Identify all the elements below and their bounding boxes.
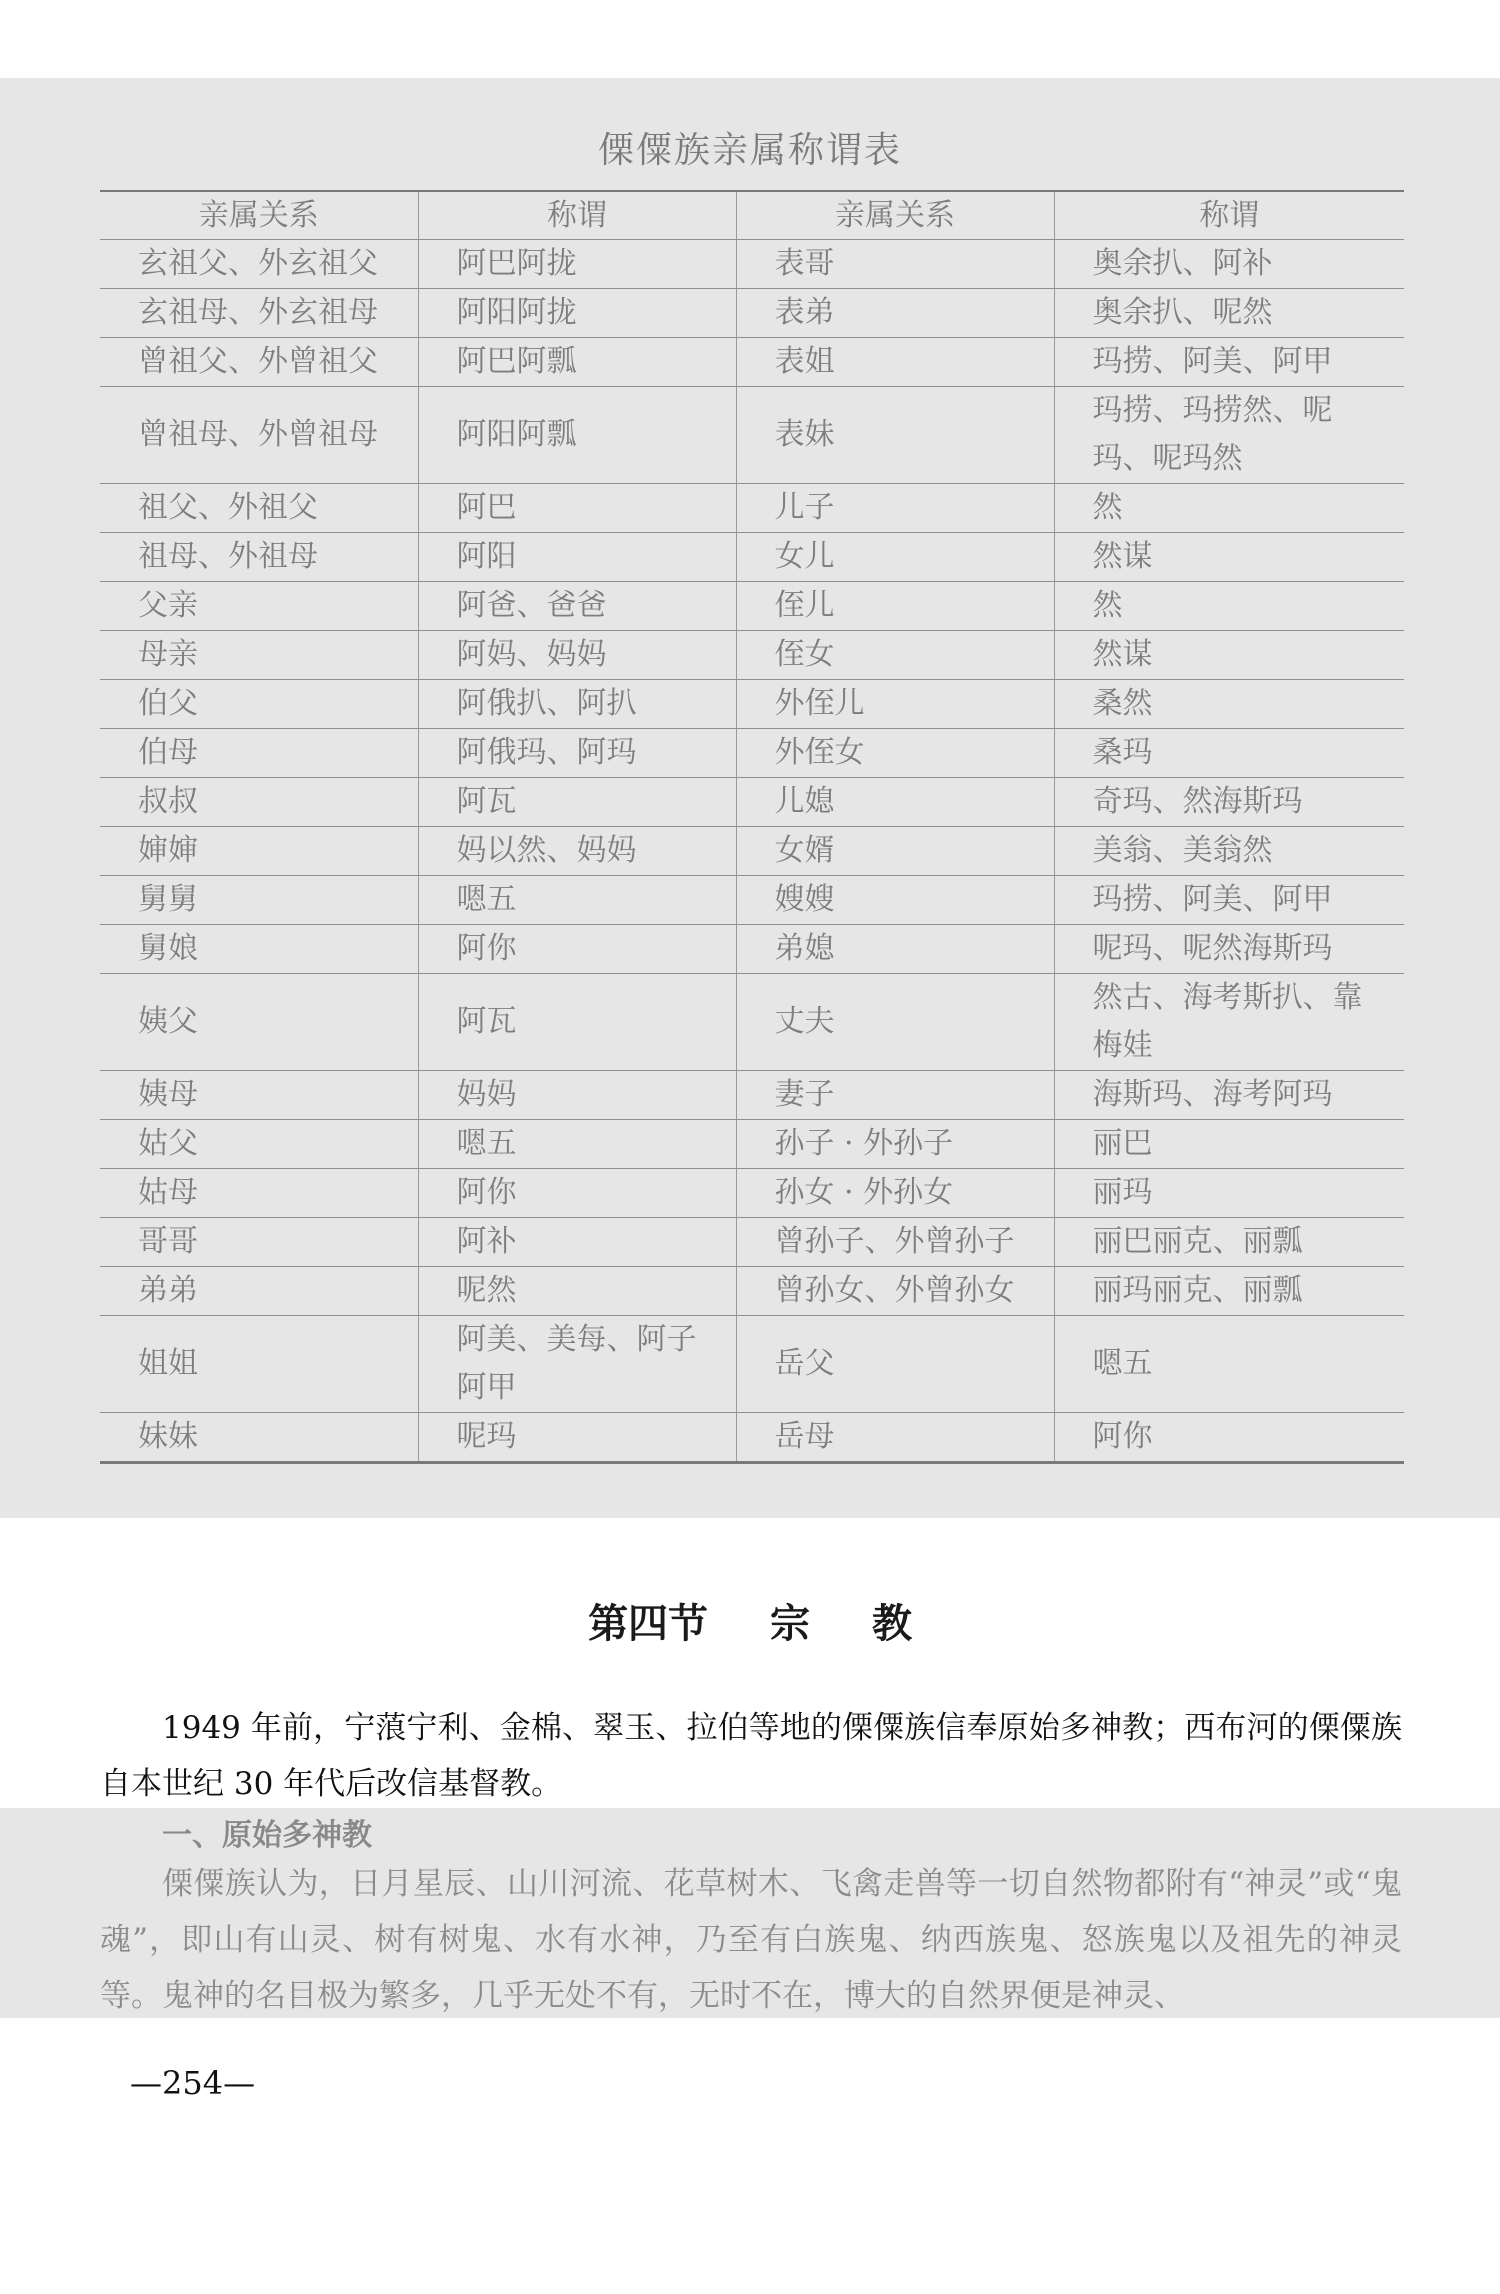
cell-text: 孙子 · 外孙子 xyxy=(774,1126,954,1161)
cell-text: 奥余扒、阿补 xyxy=(1092,246,1273,281)
table-row xyxy=(100,1316,1404,1413)
term-cell xyxy=(1054,1267,1404,1316)
term-cell xyxy=(1054,974,1404,1071)
cell-text: 表妹 xyxy=(774,417,835,452)
cell-text: 阿瓦 xyxy=(456,784,517,819)
table-title: 傈僳族亲属称谓表 xyxy=(597,130,902,171)
cell-text: 阿阳 xyxy=(456,539,517,574)
cell-text: 父亲 xyxy=(138,588,198,623)
cell-text: 阿妈、妈妈 xyxy=(456,637,607,672)
relation-cell xyxy=(736,484,1054,533)
table-row xyxy=(100,533,1404,582)
term-cell xyxy=(1054,387,1404,484)
relation-cell xyxy=(736,1267,1054,1316)
term-cell xyxy=(1054,1169,1404,1218)
term-cell xyxy=(418,1413,736,1463)
cell-text: 海斯玛、海考阿玛 xyxy=(1092,1077,1333,1112)
relation-cell xyxy=(736,680,1054,729)
term-cell xyxy=(1054,533,1404,582)
relation-cell xyxy=(100,827,418,876)
term-cell xyxy=(1054,680,1404,729)
relation-cell xyxy=(100,387,418,484)
table-row xyxy=(100,240,1404,289)
cell-text: 嫂嫂 xyxy=(774,882,835,917)
cell-text: 玛捞、阿美、阿甲 xyxy=(1092,344,1333,379)
term-cell xyxy=(1054,338,1404,387)
cell-text: 表姐 xyxy=(774,344,835,379)
cell-text: 祖母、外祖母 xyxy=(138,539,318,574)
cell-text: 曾祖父、外曾祖父 xyxy=(138,344,378,379)
relation-cell xyxy=(100,240,418,289)
section-title-char: 教 xyxy=(871,1600,912,1647)
cell-text: 嗯五 xyxy=(456,1126,517,1161)
subheading: 一、原始多神教 xyxy=(162,1818,372,1853)
cell-text: 母亲 xyxy=(138,637,198,672)
cell-text: 然 xyxy=(1092,490,1123,525)
cell-text: 阿瓦 xyxy=(456,1004,517,1039)
relation-cell xyxy=(736,289,1054,338)
cell-text: 丽巴丽克、丽瓢 xyxy=(1092,1224,1303,1259)
cell-text: 侄儿 xyxy=(774,588,835,623)
term-cell xyxy=(1054,289,1404,338)
relation-cell xyxy=(736,729,1054,778)
table-row xyxy=(100,729,1404,778)
term-cell xyxy=(418,1316,736,1413)
cell-text: 妈妈 xyxy=(456,1077,517,1112)
relation-cell xyxy=(736,338,1054,387)
cell-text: 女婿 xyxy=(774,833,835,868)
section-number: 第四节 xyxy=(588,1600,709,1647)
page-number: —254— xyxy=(130,2064,256,2102)
term-cell xyxy=(1054,1413,1404,1463)
cell-text: 桑然 xyxy=(1092,686,1153,721)
cell-text: 伯父 xyxy=(138,686,198,721)
term-cell xyxy=(418,778,736,827)
table-row xyxy=(100,1413,1404,1463)
cell-text: 阿阳阿瓢 xyxy=(456,417,577,452)
table-row xyxy=(100,631,1404,680)
cell-text: 儿媳 xyxy=(774,784,835,819)
header-relation: 亲属关系 xyxy=(736,191,1054,240)
cell-text: 阿美、美每、阿子阿甲 xyxy=(456,1322,697,1405)
term-cell xyxy=(1054,827,1404,876)
cell-text: 妹妹 xyxy=(138,1419,198,1454)
cell-text: 姑母 xyxy=(138,1175,198,1210)
table-row xyxy=(100,387,1404,484)
cell-text: 曾孙女、外曾孙女 xyxy=(774,1273,1015,1308)
term-cell xyxy=(418,533,736,582)
table-row xyxy=(100,1267,1404,1316)
relation-cell xyxy=(100,925,418,974)
cell-text: 婶婶 xyxy=(138,833,198,868)
table-row xyxy=(100,1071,1404,1120)
relation-cell xyxy=(736,778,1054,827)
cell-text: 玛捞、阿美、阿甲 xyxy=(1092,882,1333,917)
cell-text: 叔叔 xyxy=(138,784,198,819)
term-cell xyxy=(418,631,736,680)
cell-text: 阿阳阿拢 xyxy=(456,295,577,330)
cell-text: 表弟 xyxy=(774,295,835,330)
relation-cell xyxy=(100,876,418,925)
cell-text: 奇玛、然海斯玛 xyxy=(1092,784,1303,819)
term-cell xyxy=(418,240,736,289)
cell-text: 然谋 xyxy=(1092,637,1153,672)
cell-text: 然 xyxy=(1092,588,1123,623)
term-cell xyxy=(418,582,736,631)
relation-cell xyxy=(736,1218,1054,1267)
table-row xyxy=(100,974,1404,1071)
relation-cell xyxy=(736,533,1054,582)
term-cell xyxy=(418,1169,736,1218)
relation-cell xyxy=(100,778,418,827)
cell-text: 奥余扒、呢然 xyxy=(1092,295,1273,330)
cell-text: 阿巴阿瓢 xyxy=(456,344,577,379)
term-cell xyxy=(1054,1071,1404,1120)
cell-text: 外侄女 xyxy=(774,735,865,770)
relation-cell xyxy=(736,1316,1054,1413)
cell-text: 曾祖母、外曾祖母 xyxy=(138,417,378,452)
relation-cell xyxy=(736,387,1054,484)
term-cell xyxy=(418,680,736,729)
term-cell xyxy=(418,1267,736,1316)
cell-text: 桑玛 xyxy=(1092,735,1153,770)
relation-cell xyxy=(100,484,418,533)
relation-cell xyxy=(736,827,1054,876)
relation-cell xyxy=(736,631,1054,680)
table-row xyxy=(100,778,1404,827)
term-cell xyxy=(1054,631,1404,680)
term-cell xyxy=(418,1120,736,1169)
term-cell xyxy=(1054,925,1404,974)
term-cell xyxy=(1054,778,1404,827)
cell-text: 玄祖父、外玄祖父 xyxy=(138,246,378,281)
relation-cell xyxy=(736,582,1054,631)
cell-text: 姨母 xyxy=(138,1077,198,1112)
term-cell xyxy=(1054,1316,1404,1413)
term-cell xyxy=(1054,240,1404,289)
cell-text: 丈夫 xyxy=(774,1004,835,1039)
paragraph: 1949 年前，宁蒗宁利、金棉、翠玉、拉伯等地的傈僳族信奉原始多神教；西布河的傈僳族自本世纪 30 年代后改信基督教。 xyxy=(100,1710,1402,1802)
header-relation: 亲属关系 xyxy=(100,191,418,240)
cell-text: 侄女 xyxy=(774,637,835,672)
cell-text: 呢玛、呢然海斯玛 xyxy=(1092,931,1333,966)
cell-text: 阿补 xyxy=(456,1224,517,1259)
cell-text: 表哥 xyxy=(774,246,835,281)
cell-text: 然古、海考斯扒、靠梅娃 xyxy=(1092,980,1363,1063)
kinship-table xyxy=(100,190,1404,1464)
term-cell xyxy=(1054,1120,1404,1169)
relation-cell xyxy=(100,1413,418,1463)
cell-text: 玄祖母、外玄祖母 xyxy=(138,295,378,330)
table-row xyxy=(100,1218,1404,1267)
cell-text: 阿爸、爸爸 xyxy=(456,588,607,623)
term-cell xyxy=(418,387,736,484)
cell-text: 岳母 xyxy=(774,1419,835,1454)
term-cell xyxy=(418,1071,736,1120)
relation-cell xyxy=(100,631,418,680)
cell-text: 舅娘 xyxy=(138,931,198,966)
term-cell xyxy=(418,484,736,533)
cell-text: 岳父 xyxy=(774,1346,835,1381)
term-cell xyxy=(418,338,736,387)
paragraph: 傈僳族认为，日月星辰、山川河流、花草树木、飞禽走兽等一切自然物都附有“神灵”或“鬼魂”，即山有山灵、树有树鬼、水有水神，乃至有白族鬼、纳西族鬼、怒族鬼以及祖先的神灵等。鬼神的名目极为繁多，几乎无处不有，无时不在，博大的自然界便是神灵、 xyxy=(100,1866,1402,2014)
cell-text: 阿巴阿拢 xyxy=(456,246,577,281)
cell-text: 舅舅 xyxy=(138,882,198,917)
table-row xyxy=(100,484,1404,533)
cell-text: 阿你 xyxy=(456,931,517,966)
cell-text: 弟弟 xyxy=(138,1273,198,1308)
cell-text: 丽巴 xyxy=(1092,1126,1153,1161)
cell-text: 嗯五 xyxy=(456,882,517,917)
cell-text: 嗯五 xyxy=(1092,1346,1153,1381)
relation-cell xyxy=(100,680,418,729)
relation-cell xyxy=(100,533,418,582)
table-row xyxy=(100,582,1404,631)
cell-text: 弟媳 xyxy=(774,931,835,966)
cell-text: 孙女 · 外孙女 xyxy=(774,1175,954,1210)
cell-text: 哥哥 xyxy=(138,1224,198,1259)
table-row xyxy=(100,1120,1404,1169)
cell-text: 姑父 xyxy=(138,1126,198,1161)
cell-text: 阿巴 xyxy=(456,490,517,525)
cell-text: 丽玛丽克、丽瓢 xyxy=(1092,1273,1303,1308)
cell-text: 阿你 xyxy=(456,1175,517,1210)
term-cell xyxy=(418,1218,736,1267)
cell-text: 阿俄扒、阿扒 xyxy=(456,686,637,721)
relation-cell xyxy=(100,1120,418,1169)
term-cell xyxy=(418,974,736,1071)
relation-cell xyxy=(100,1071,418,1120)
cell-text: 儿子 xyxy=(774,490,835,525)
term-cell xyxy=(1054,729,1404,778)
cell-text: 祖父、外祖父 xyxy=(138,490,318,525)
relation-cell xyxy=(736,1071,1054,1120)
relation-cell xyxy=(100,1169,418,1218)
relation-cell xyxy=(736,876,1054,925)
header-term: 称谓 xyxy=(1054,191,1404,240)
cell-text: 丽玛 xyxy=(1092,1175,1153,1210)
relation-cell xyxy=(100,1218,418,1267)
cell-text: 阿俄玛、阿玛 xyxy=(456,735,637,770)
term-cell xyxy=(418,876,736,925)
cell-text: 然谋 xyxy=(1092,539,1153,574)
table-row xyxy=(100,338,1404,387)
relation-cell xyxy=(100,729,418,778)
relation-cell xyxy=(100,974,418,1071)
relation-cell xyxy=(736,925,1054,974)
cell-text: 美翁、美翁然 xyxy=(1092,833,1273,868)
cell-text: 姐姐 xyxy=(138,1346,198,1381)
cell-text: 阿你 xyxy=(1092,1419,1153,1454)
header-term: 称谓 xyxy=(418,191,736,240)
table-row xyxy=(100,1169,1404,1218)
term-cell xyxy=(418,827,736,876)
cell-text: 女儿 xyxy=(774,539,835,574)
term-cell xyxy=(418,729,736,778)
term-cell xyxy=(1054,1218,1404,1267)
term-cell xyxy=(1054,876,1404,925)
relation-cell xyxy=(100,582,418,631)
cell-text: 曾孙子、外曾孙子 xyxy=(774,1224,1015,1259)
cell-text: 妻子 xyxy=(774,1077,835,1112)
term-cell xyxy=(418,289,736,338)
table-row xyxy=(100,876,1404,925)
cell-text: 伯母 xyxy=(138,735,198,770)
relation-cell xyxy=(736,1120,1054,1169)
table-row xyxy=(100,827,1404,876)
cell-text: 妈以然、妈妈 xyxy=(456,833,637,868)
relation-cell xyxy=(736,1413,1054,1463)
relation-cell xyxy=(100,338,418,387)
table-row xyxy=(100,289,1404,338)
relation-cell xyxy=(736,974,1054,1071)
term-cell xyxy=(418,925,736,974)
cell-text: 呢玛 xyxy=(456,1419,517,1454)
relation-cell xyxy=(736,240,1054,289)
section-title-char: 宗 xyxy=(770,1600,810,1647)
term-cell xyxy=(1054,582,1404,631)
relation-cell xyxy=(736,1169,1054,1218)
table-row xyxy=(100,925,1404,974)
relation-cell xyxy=(100,289,418,338)
section-heading xyxy=(0,1592,1500,1649)
table-body xyxy=(100,240,1404,1463)
cell-text: 姨父 xyxy=(138,1004,198,1039)
table-row xyxy=(100,680,1404,729)
cell-text: 玛捞、玛捞然、呢玛、呢玛然 xyxy=(1092,393,1333,476)
table-header-row xyxy=(100,191,1404,240)
term-cell xyxy=(1054,484,1404,533)
cell-text: 外侄儿 xyxy=(774,686,865,721)
cell-text: 呢然 xyxy=(456,1273,517,1308)
relation-cell xyxy=(100,1267,418,1316)
relation-cell xyxy=(100,1316,418,1413)
